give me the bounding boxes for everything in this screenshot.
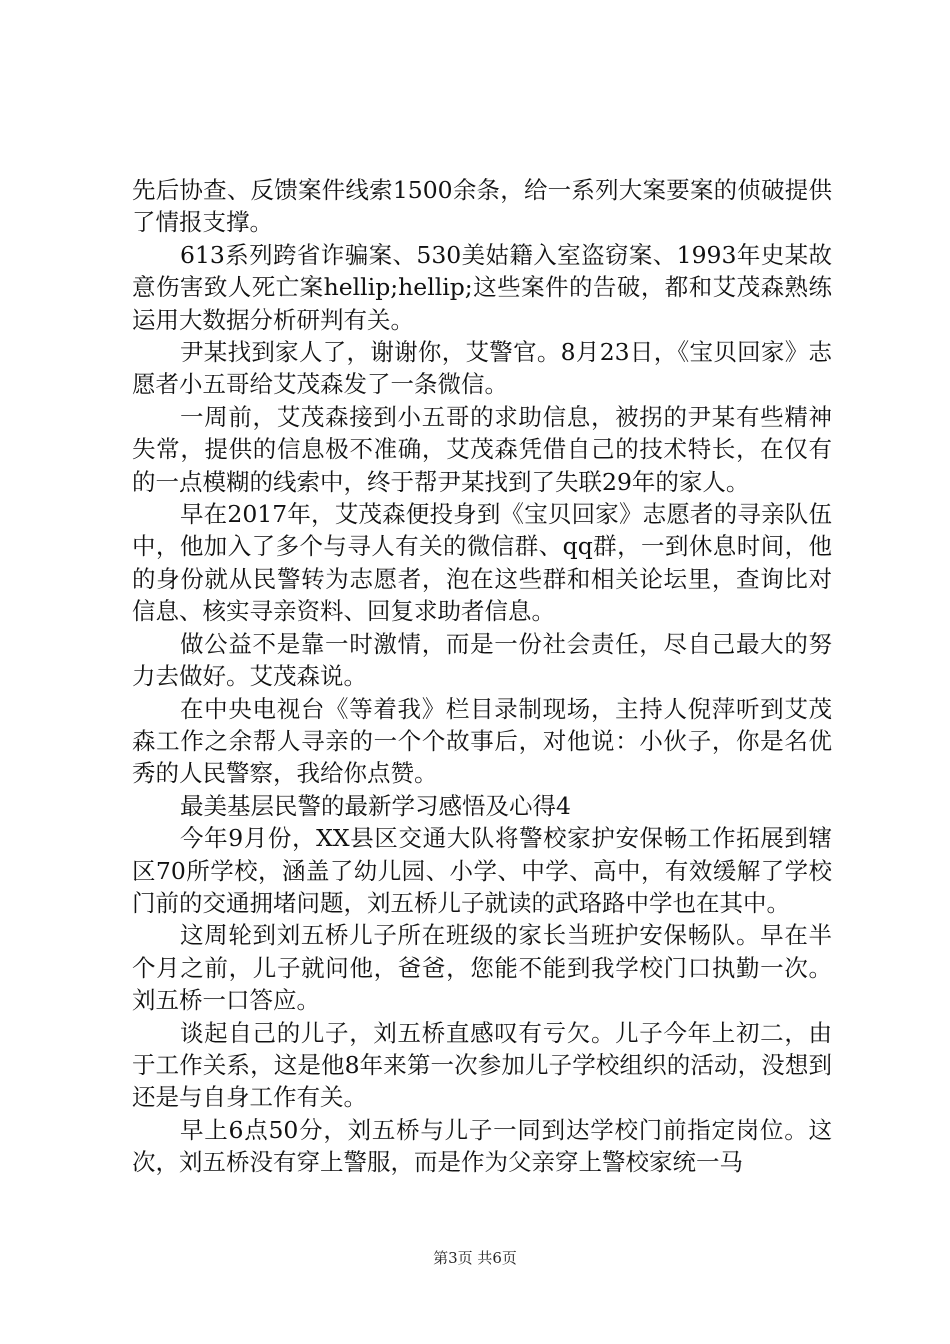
paragraph-10: 这周轮到刘五桥儿子所在班级的家长当班护安保畅队。早在半个月之前，儿子就问他，爸爸，您能不能到我学校门口执勤一次。刘五桥一口答应。	[132, 921, 832, 1015]
paragraph-9: 今年9月份，XX县区交通大队将警校家护安保畅工作拓展到辖区70所学校，涵盖了幼儿园、小学、中学、高中，有效缓解了学校门前的交通拥堵问题，刘五桥儿子就读的武珞路中学也在其中。	[132, 824, 832, 917]
page-number-footer: 第3页 共6页	[433, 1249, 517, 1267]
paragraph-2: 613系列跨省诈骗案、530美姑籍入室盗窃案、1993年史某故意伤害致人死亡案hellip;hellip;这些案件的告破，都和艾茂森熟练运用大数据分析研判有关。	[132, 240, 832, 334]
paragraph-1: 先后协查、反馈案件线索1500余条，给一系列大案要案的侦破提供了情报支撑。	[132, 176, 832, 237]
paragraph-4: 一周前，艾茂森接到小五哥的求助信息，被拐的尹某有些精神失常，提供的信息极不准确，艾茂森凭借自己的技术特长，在仅有的一点模糊的线索中，终于帮尹某找到了失联29年的家人。	[132, 402, 832, 496]
document-body	[132, 174, 832, 1179]
section-heading: 最美基层民警的最新学习感悟及心得4	[180, 791, 571, 820]
paragraph-3: 尹某找到家人了，谢谢你，艾警官。8月23日，《宝贝回家》志愿者小五哥给艾茂森发了一条微信。	[132, 338, 832, 399]
paragraph-5: 早在2017年，艾茂森便投身到《宝贝回家》志愿者的寻亲队伍中，他加入了多个与寻人有关的微信群、qq群，一到休息时间，他的身份就从民警转为志愿者，泡在这些群和相关论坛里，查询比对信息、核实寻亲资料、回复求助者信息。	[132, 500, 832, 626]
paragraph-11: 谈起自己的儿子，刘五桥直感叹有亏欠。儿子今年上初二，由于工作关系，这是他8年来第一次参加儿子学校组织的活动，没想到还是与自身工作有关。	[132, 1018, 832, 1112]
paragraph-7: 在中央电视台《等着我》栏目录制现场，主持人倪萍听到艾茂森工作之余帮人寻亲的一个个故事后，对他说：小伙子，你是名优秀的人民警察，我给你点赞。	[132, 694, 832, 788]
paragraph-6: 做公益不是靠一时激情，而是一份社会责任，尽自己最大的努力去做好。艾茂森说。	[132, 629, 832, 691]
paragraph-12: 早上6点50分，刘五桥与儿子一同到达学校门前指定岗位。这次，刘五桥没有穿上警服，而是作为父亲穿上警校家统一马	[132, 1115, 832, 1177]
